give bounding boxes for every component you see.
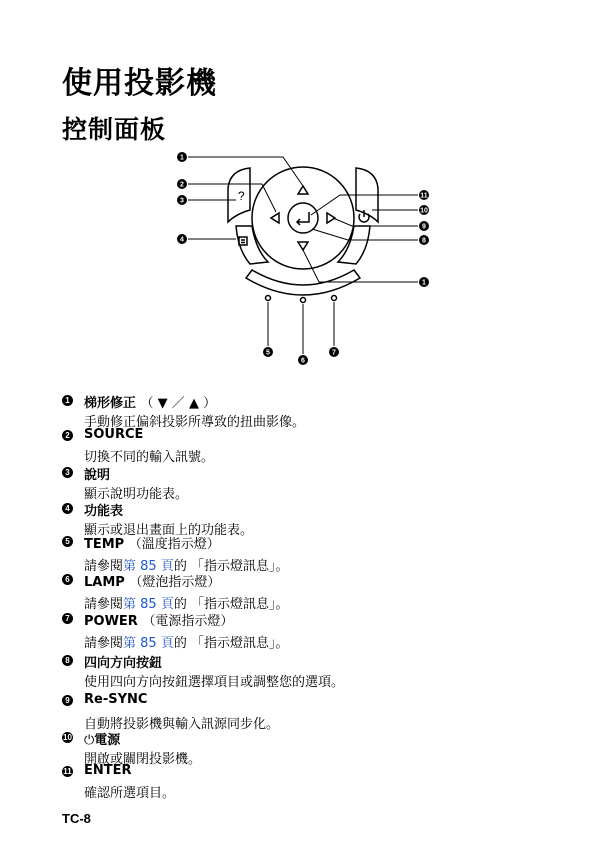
- callout-2: [177, 179, 187, 189]
- section-title: 控制面板: [62, 115, 167, 144]
- item-description: 使用四向方向按鈕選擇項目或調整您的選項。: [84, 675, 345, 690]
- desc-text: 的 「指示燈訊息」。: [173, 636, 289, 651]
- svg-text:9: 9: [422, 223, 426, 231]
- help-symbol: ?: [238, 189, 245, 203]
- callout-10: [419, 205, 429, 215]
- item-number: 5: [62, 536, 73, 547]
- item-title: TEMP: [84, 537, 125, 552]
- resync-key: [338, 226, 370, 264]
- svg-text:1: 1: [180, 154, 184, 162]
- item-title: LAMP: [84, 575, 125, 590]
- item-number: 7: [62, 613, 73, 624]
- svg-text:3: 3: [180, 197, 184, 205]
- item-number: 10: [63, 733, 72, 742]
- svg-text:10: 10: [420, 207, 428, 215]
- item-title: SOURCE: [84, 427, 144, 442]
- item-number: 2: [62, 430, 73, 441]
- item-number: 6: [62, 574, 73, 585]
- desc-text: 請參閱: [84, 559, 124, 574]
- item-title: Re-SYNC: [84, 692, 148, 707]
- item-number: 11: [63, 767, 72, 776]
- down-arrow: [298, 242, 308, 250]
- callout-1-top: [177, 152, 187, 162]
- page-title: 使用投影機: [62, 66, 217, 101]
- item-title-suffix: （溫度指示燈）: [128, 537, 220, 552]
- item-title: ENTER: [84, 763, 132, 778]
- item-description: 確認所選項目。: [84, 786, 176, 801]
- temp-led: [266, 296, 271, 301]
- left-arrow: [271, 213, 279, 223]
- menu-icon: [239, 237, 247, 245]
- desc-text: 請參閱: [84, 597, 124, 612]
- direction-pad-ring: [252, 167, 354, 269]
- svg-text:1: 1: [422, 279, 426, 287]
- item-description: 顯示說明功能表。: [84, 487, 189, 502]
- power-led: [332, 296, 337, 301]
- svg-text:7: 7: [332, 349, 336, 357]
- item-title-suffix: （電源指示燈）: [142, 614, 234, 629]
- svg-text:11: 11: [420, 192, 428, 200]
- callout-4: [177, 234, 187, 244]
- enter-icon: [297, 212, 309, 225]
- callout-8: [419, 235, 429, 245]
- callout-1-bottom: [419, 277, 429, 287]
- item-description: 手動修正偏斜投影所導致的扭曲影像。: [84, 415, 306, 430]
- callout-3: [177, 195, 187, 205]
- page-number: TC-8: [62, 811, 91, 826]
- page-link[interactable]: 第 85 頁: [123, 597, 174, 612]
- item-title: POWER: [84, 614, 138, 629]
- page-link[interactable]: 第 85 頁: [123, 559, 174, 574]
- item-title: 電源: [94, 733, 121, 748]
- desc-text: 請參閱: [84, 636, 124, 651]
- callout-11: [419, 190, 429, 200]
- desc-text: 的 「指示燈訊息」。: [173, 597, 289, 612]
- item-description: 切換不同的輸入訊號。: [84, 450, 215, 465]
- power-icon: ⏻: [84, 733, 95, 748]
- item-number: 4: [62, 503, 73, 514]
- svg-text:5: 5: [266, 349, 270, 357]
- item-title: 功能表: [84, 504, 124, 519]
- item-number: 1: [62, 395, 73, 406]
- callout-9: [419, 221, 429, 231]
- item-description: 開啟或關閉投影機。: [84, 752, 202, 767]
- lamp-led: [301, 298, 306, 303]
- control-panel-diagram: [0, 0, 613, 370]
- callout-6: [298, 355, 308, 365]
- item-number: 8: [62, 655, 73, 666]
- callout-7: [329, 347, 339, 357]
- item-title: 梯形修正: [84, 396, 137, 411]
- item-title: 說明: [84, 468, 111, 483]
- svg-text:6: 6: [301, 357, 305, 365]
- svg-text:8: 8: [422, 237, 426, 245]
- page-link[interactable]: 第 85 頁: [123, 636, 174, 651]
- svg-text:2: 2: [180, 181, 184, 189]
- item-description: 顯示或退出畫面上的功能表。: [84, 523, 254, 538]
- desc-text: 的 「指示燈訊息」。: [173, 559, 289, 574]
- enter-button: [288, 203, 318, 233]
- item-title-suffix: （ ▼ ／ ▲ ）: [140, 396, 217, 411]
- svg-text:4: 4: [180, 236, 184, 244]
- callout-5: [263, 347, 273, 357]
- up-arrow: [298, 186, 308, 194]
- item-title: 四向方向按鈕: [84, 656, 163, 671]
- item-description: 自動將投影機與輸入訊源同步化。: [84, 717, 280, 732]
- item-title-suffix: （燈泡指示燈）: [129, 575, 221, 590]
- item-number: 3: [62, 467, 73, 478]
- item-number: 9: [62, 695, 73, 706]
